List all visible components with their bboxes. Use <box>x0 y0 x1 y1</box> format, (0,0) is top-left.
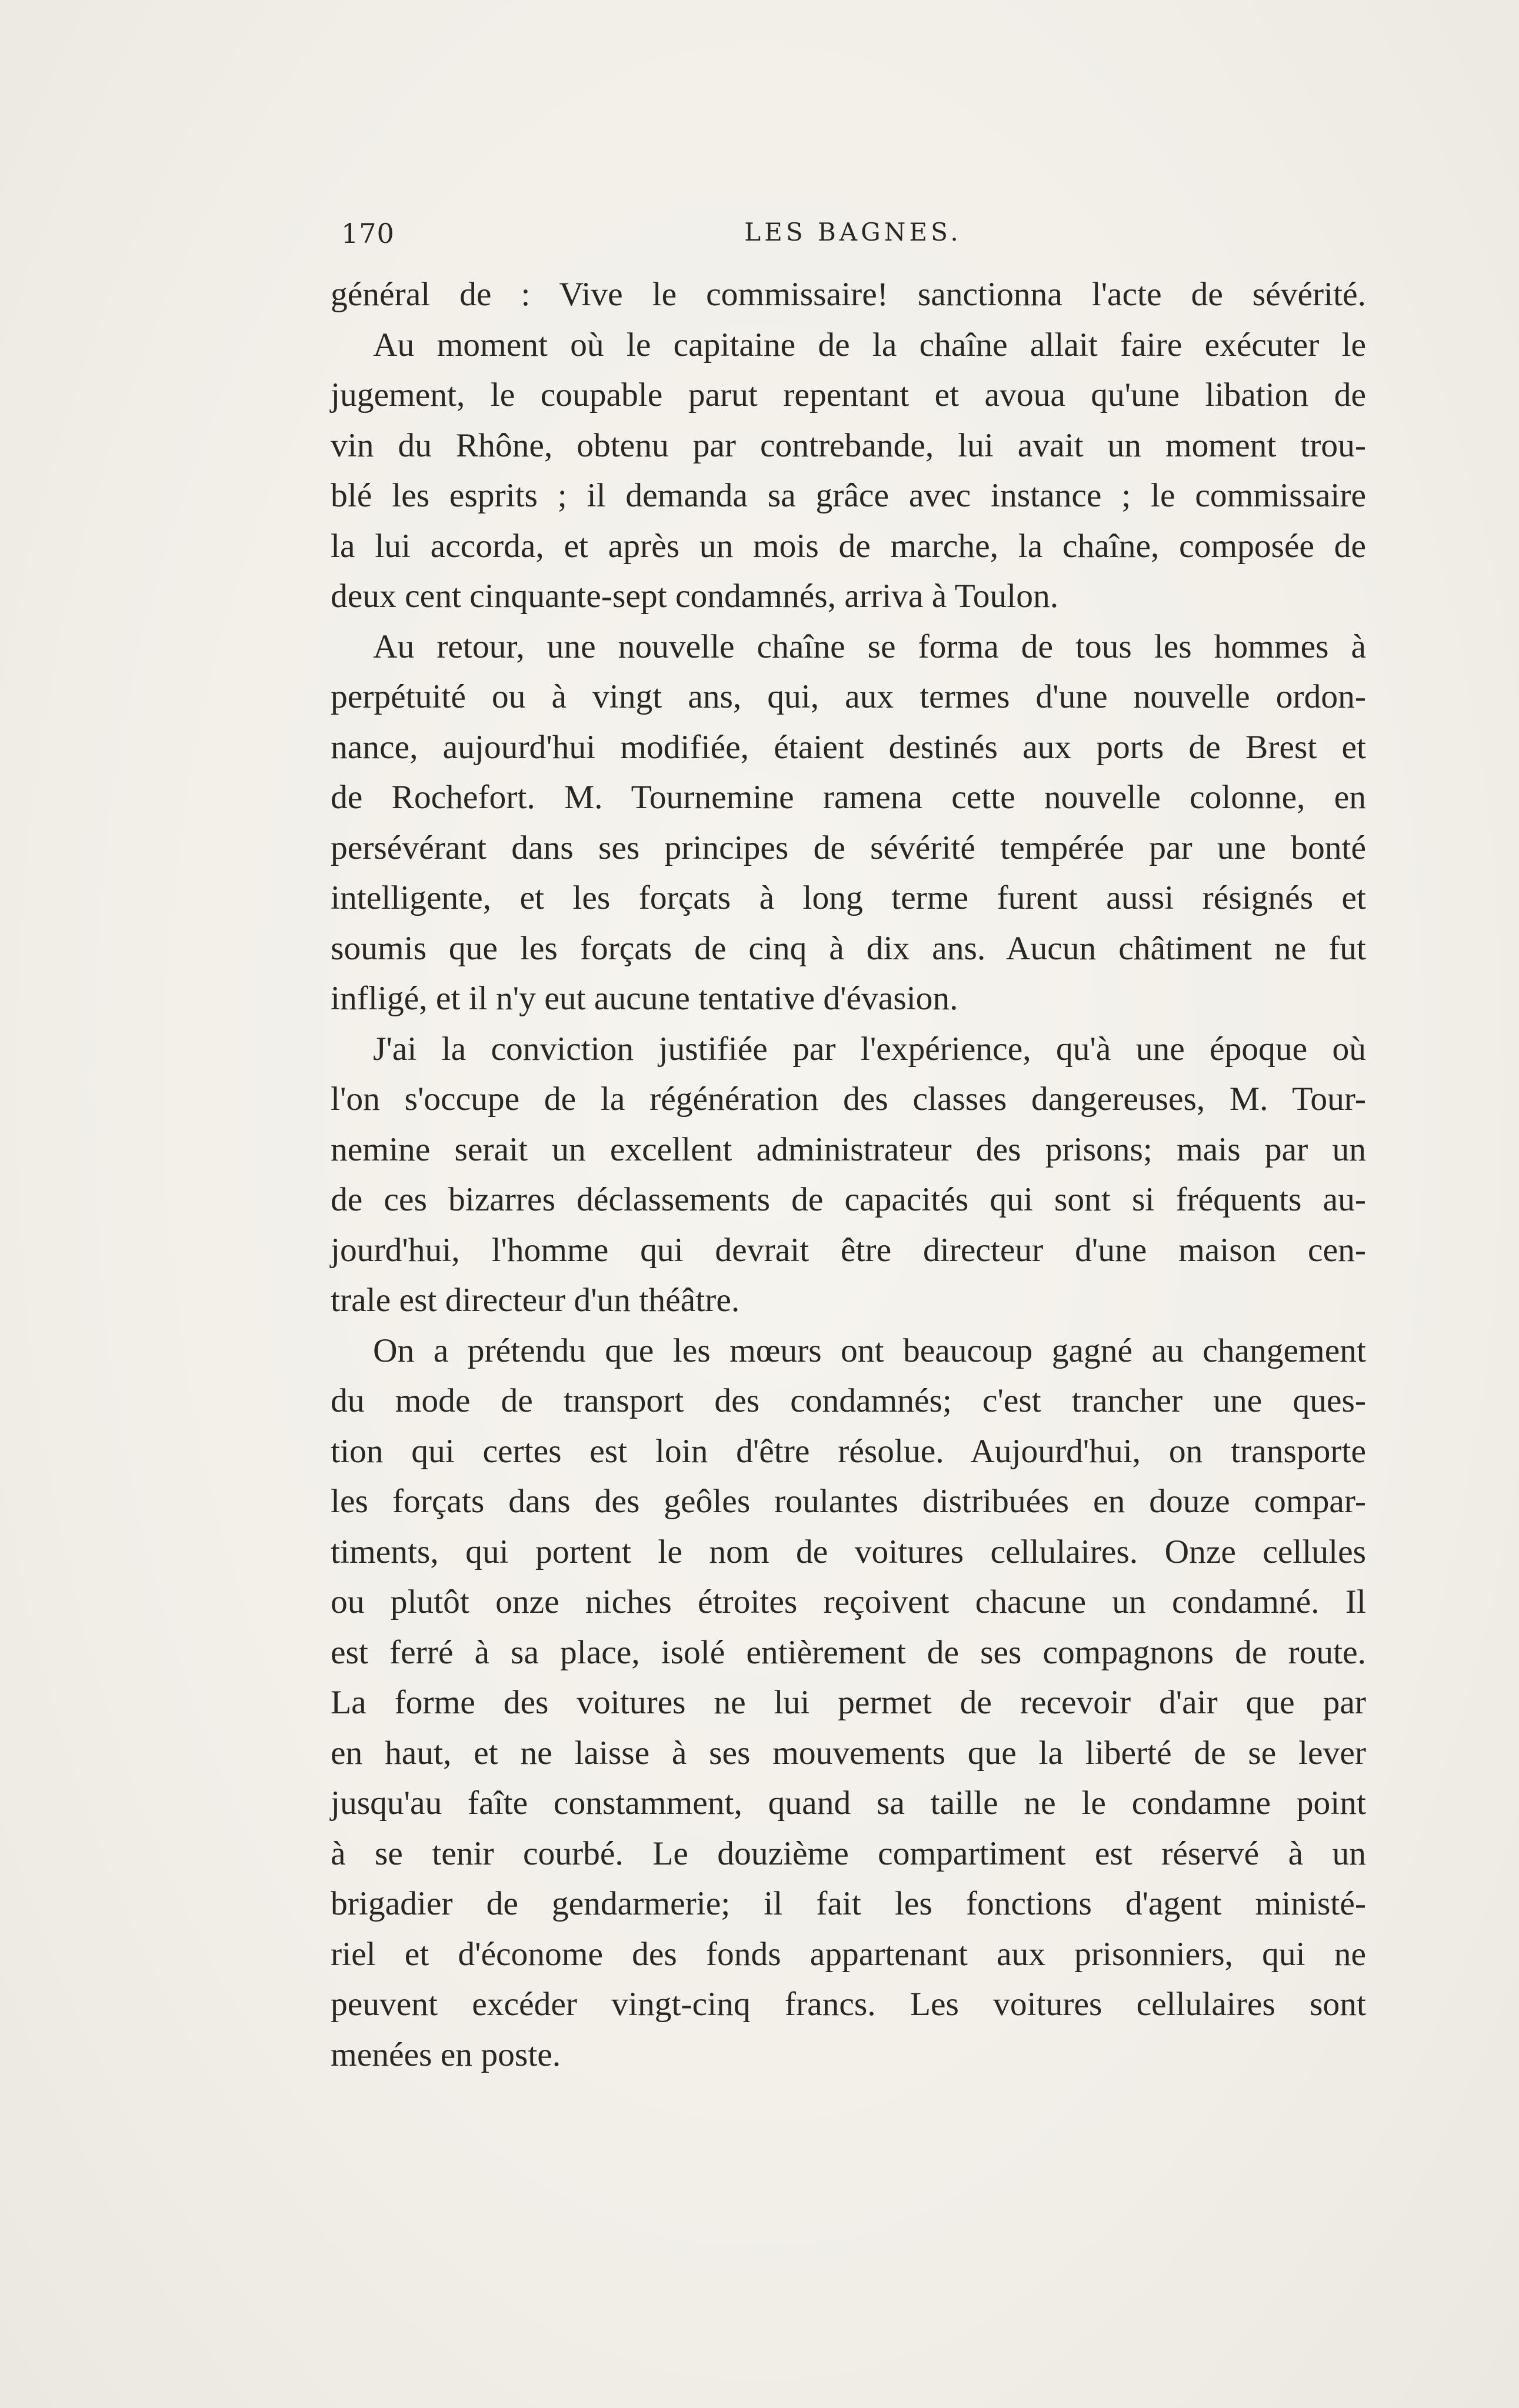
text-line: jusqu'au faîte constamment, quand sa taille ne le condamne point <box>331 1785 1366 1822</box>
text-line: de ces bizarres déclassements de capacités qui sont si fréquents au- <box>331 1181 1366 1218</box>
text-line: Au moment où le capitaine de la chaîne allait faire exécuter le <box>373 326 1366 363</box>
text-line: du mode de transport des condamnés; c'est trancher une ques- <box>331 1382 1366 1419</box>
text-line: tion qui certes est loin d'être résolue. Aujourd'hui, on transporte <box>331 1432 1366 1470</box>
text-line: l'on s'occupe de la régénération des classes dangereuses, M. Tour- <box>331 1080 1366 1118</box>
page-number: 170 <box>341 218 395 249</box>
body-text <box>331 269 1366 2080</box>
text-line: timents, qui portent le nom de voitures cellulaires. Onze cellules <box>331 1533 1366 1570</box>
text-line: trale est directeur d'un théâtre. <box>331 1282 740 1319</box>
text-line: vin du Rhône, obtenu par contrebande, lui avait un moment trou- <box>331 426 1366 464</box>
text-line: brigadier de gendarmerie; il fait les fonctions d'agent ministé- <box>331 1885 1366 1922</box>
text-line: nemine serait un excellent administrateur des prisons; mais par un <box>331 1130 1366 1168</box>
text-line: infligé, et il n'y eut aucune tentative d'évasion. <box>331 980 958 1017</box>
page-header <box>341 218 1365 259</box>
text-line: persévérant dans ses principes de sévérité tempérée par une bonté <box>331 829 1366 866</box>
text-line: peuvent excéder vingt-cinq francs. Les voitures cellulaires sont <box>331 1986 1366 2023</box>
text-line: Au retour, une nouvelle chaîne se forma de tous les hommes à <box>373 628 1366 665</box>
text-line: On a prétendu que les mœurs ont beaucoup gagné au changement <box>373 1332 1366 1369</box>
text-line: La forme des voitures ne lui permet de recevoir d'air que par <box>331 1684 1366 1721</box>
text-line: deux cent cinquante-sept condamnés, arriva à Toulon. <box>331 578 1059 615</box>
text-line: riel et d'économe des fonds appartenant aux prisonniers, qui ne <box>331 1935 1366 1973</box>
text-line: en haut, et ne laisse à ses mouvements que la liberté de se lever <box>331 1734 1366 1772</box>
text-line: jugement, le coupable parut repentant et avoua qu'une libation de <box>331 376 1366 413</box>
text-line: est ferré à sa place, isolé entièrement de ses compagnons de route. <box>331 1633 1366 1671</box>
running-head: LES BAGNES. <box>744 218 962 246</box>
text-line: nance, aujourd'hui modifiée, étaient destinés aux ports de Brest et <box>331 728 1366 766</box>
text-line: général de : Vive le commissaire! sanctionna l'acte de sévérité. <box>331 276 1366 313</box>
text-line: J'ai la conviction justifiée par l'expérience, qu'à une époque où <box>373 1030 1366 1068</box>
text-line: ou plutôt onze niches étroites reçoivent chacune un condamné. Il <box>331 1583 1366 1620</box>
text-line: menées en poste. <box>331 2036 561 2073</box>
text-line: à se tenir courbé. Le douzième compartiment est réservé à un <box>331 1835 1366 1872</box>
text-line: les forçats dans des geôles roulantes distribuées en douze compar- <box>331 1483 1366 1520</box>
text-line: la lui accorda, et après un mois de marche, la chaîne, composée de <box>331 527 1366 565</box>
text-line: perpétuité ou à vingt ans, qui, aux termes d'une nouvelle ordon- <box>331 678 1366 715</box>
text-line: jourd'hui, l'homme qui devrait être directeur d'une maison cen- <box>331 1231 1366 1269</box>
text-line: blé les esprits ; il demanda sa grâce avec instance ; le commissaire <box>331 477 1366 514</box>
text-line: de Rochefort. M. Tournemine ramena cette nouvelle colonne, en <box>331 779 1366 816</box>
text-line: intelligente, et les forçats à long terme furent aussi résignés et <box>331 879 1366 916</box>
text-line: soumis que les forçats de cinq à dix ans. Aucun châtiment ne fut <box>331 929 1366 967</box>
